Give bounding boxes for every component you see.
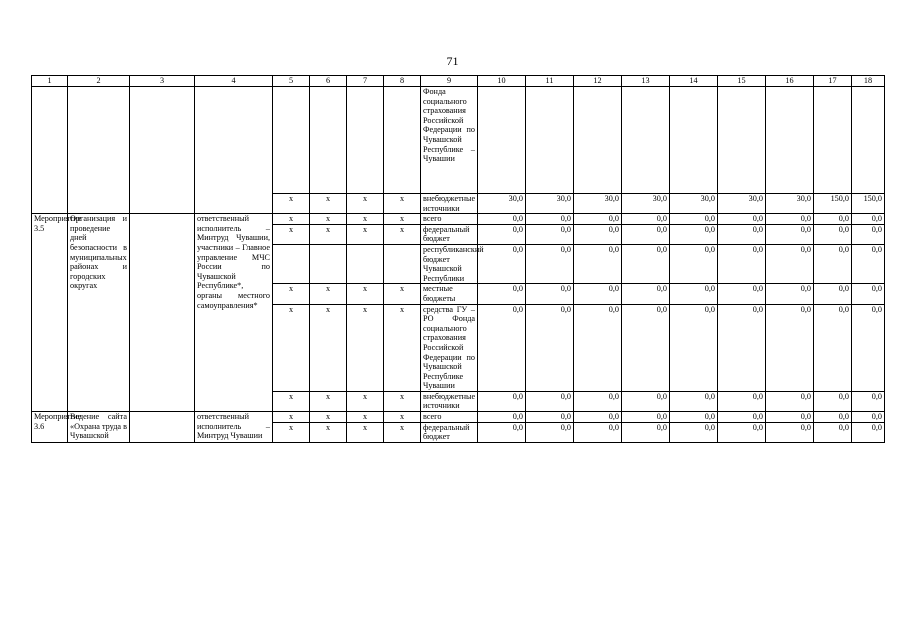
header-cell: 12 bbox=[574, 76, 622, 87]
x-mark: х bbox=[310, 304, 347, 391]
value-cell: 0,0 bbox=[478, 284, 526, 304]
x-mark: х bbox=[273, 304, 310, 391]
x-mark: х bbox=[384, 224, 421, 244]
value-cell: 0,0 bbox=[622, 412, 670, 423]
source-cell: федеральный бюджет bbox=[421, 224, 478, 244]
x-mark: х bbox=[347, 194, 384, 214]
value-cell: 0,0 bbox=[526, 422, 574, 442]
value-cell: 0,0 bbox=[766, 391, 814, 411]
x-mark: х bbox=[310, 284, 347, 304]
value-cell: 0,0 bbox=[766, 284, 814, 304]
source-cell: местные бюджеты bbox=[421, 284, 478, 304]
value-cell: 0,0 bbox=[814, 422, 852, 442]
header-cell: 13 bbox=[622, 76, 670, 87]
x-mark: х bbox=[384, 412, 421, 423]
value-cell: 0,0 bbox=[718, 391, 766, 411]
value-cell: 0,0 bbox=[526, 244, 574, 283]
value-cell: 0,0 bbox=[478, 391, 526, 411]
value-cell: 0,0 bbox=[574, 244, 622, 283]
header-cell: 15 bbox=[718, 76, 766, 87]
value-cell: 0,0 bbox=[670, 284, 718, 304]
header-cell: 18 bbox=[852, 76, 885, 87]
value-cell: 0,0 bbox=[622, 214, 670, 225]
value-cell: 0,0 bbox=[670, 412, 718, 423]
value-cell: 0,0 bbox=[718, 284, 766, 304]
page-number: 71 bbox=[446, 54, 459, 68]
measure-executor: ответственный исполнитель – Минтруд Чувашии bbox=[195, 412, 273, 443]
value-cell: 30,0 bbox=[718, 194, 766, 214]
x-mark: х bbox=[310, 194, 347, 214]
value-cell: 0,0 bbox=[718, 224, 766, 244]
value-cell: 0,0 bbox=[852, 422, 885, 442]
value-cell: 0,0 bbox=[814, 304, 852, 391]
header-cell: 8 bbox=[384, 76, 421, 87]
x-mark: х bbox=[384, 422, 421, 442]
value-cell: 0,0 bbox=[478, 304, 526, 391]
value-cell: 0,0 bbox=[852, 391, 885, 411]
value-cell: 0,0 bbox=[574, 224, 622, 244]
value-cell: 30,0 bbox=[526, 194, 574, 214]
x-mark: х bbox=[347, 284, 384, 304]
source-cell: внебюджетные источники bbox=[421, 391, 478, 411]
value-cell: 0,0 bbox=[852, 412, 885, 423]
x-mark: х bbox=[310, 224, 347, 244]
value-cell: 0,0 bbox=[852, 244, 885, 283]
value-cell: 0,0 bbox=[670, 214, 718, 225]
value-cell: 0,0 bbox=[852, 304, 885, 391]
x-mark: х bbox=[273, 194, 310, 214]
x-mark: х bbox=[273, 224, 310, 244]
measure-executor: ответственный исполнитель – Минтруд Чувашии, участники – Главное управление МЧС России по Чувашской Республике*, органы местного самоуправления* bbox=[195, 214, 273, 412]
value-cell: 0,0 bbox=[622, 284, 670, 304]
x-mark: х bbox=[347, 224, 384, 244]
value-cell: 0,0 bbox=[526, 224, 574, 244]
empty-cell bbox=[347, 244, 384, 283]
value-cell: 30,0 bbox=[670, 194, 718, 214]
empty-cell bbox=[130, 412, 195, 443]
value-cell: 0,0 bbox=[814, 244, 852, 283]
empty-cell bbox=[130, 87, 195, 214]
value-cell: 0,0 bbox=[766, 224, 814, 244]
value-cell: 0,0 bbox=[670, 391, 718, 411]
empty-cell bbox=[130, 214, 195, 412]
budget-table bbox=[31, 75, 885, 443]
x-mark: х bbox=[347, 214, 384, 225]
x-mark: х bbox=[384, 391, 421, 411]
value-cell: 0,0 bbox=[526, 412, 574, 423]
value-cell: 150,0 bbox=[814, 194, 852, 214]
value-cell: 0,0 bbox=[814, 284, 852, 304]
empty-cell bbox=[195, 87, 273, 214]
value-cell: 0,0 bbox=[718, 244, 766, 283]
value-cell: 0,0 bbox=[814, 224, 852, 244]
value-cell: 0,0 bbox=[478, 224, 526, 244]
value-cell: 30,0 bbox=[574, 194, 622, 214]
table-row bbox=[32, 214, 885, 225]
header-cell: 10 bbox=[478, 76, 526, 87]
value-cell: 0,0 bbox=[574, 284, 622, 304]
empty-cell bbox=[68, 87, 130, 214]
value-cell: 0,0 bbox=[766, 244, 814, 283]
x-mark: х bbox=[273, 412, 310, 423]
header-cell: 3 bbox=[130, 76, 195, 87]
x-mark: х bbox=[273, 214, 310, 225]
value-cell: 0,0 bbox=[814, 412, 852, 423]
value-cell: 0,0 bbox=[766, 214, 814, 225]
x-mark: х bbox=[384, 194, 421, 214]
x-mark: х bbox=[384, 284, 421, 304]
measure-name: Организация и проведение дней безопасности в муниципальных районах и городских округах bbox=[68, 214, 130, 412]
value-cell: 0,0 bbox=[622, 391, 670, 411]
value-cell: 0,0 bbox=[852, 214, 885, 225]
value-cell: 0,0 bbox=[478, 214, 526, 225]
empty-cell bbox=[273, 244, 310, 283]
value-cell: 0,0 bbox=[574, 391, 622, 411]
source-cell: федеральный бюджет bbox=[421, 422, 478, 442]
table-row bbox=[32, 87, 885, 194]
value-cell: 30,0 bbox=[766, 194, 814, 214]
value-cell: 0,0 bbox=[526, 214, 574, 225]
header-cell: 2 bbox=[68, 76, 130, 87]
x-mark: х bbox=[310, 391, 347, 411]
value-cell: 0,0 bbox=[622, 422, 670, 442]
value-cell: 0,0 bbox=[718, 412, 766, 423]
source-cell: всего bbox=[421, 214, 478, 225]
header-row bbox=[32, 76, 885, 87]
value-cell: 0,0 bbox=[526, 284, 574, 304]
x-mark: х bbox=[384, 214, 421, 225]
source-cell: всего bbox=[421, 412, 478, 423]
value-cell: 0,0 bbox=[478, 422, 526, 442]
header-cell: 7 bbox=[347, 76, 384, 87]
value-cell: 30,0 bbox=[622, 194, 670, 214]
value-cell: 0,0 bbox=[852, 284, 885, 304]
header-cell: 5 bbox=[273, 76, 310, 87]
value-cell: 0,0 bbox=[814, 214, 852, 225]
x-mark: х bbox=[384, 304, 421, 391]
x-mark: х bbox=[273, 391, 310, 411]
value-cell: 0,0 bbox=[718, 214, 766, 225]
value-cell: 0,0 bbox=[766, 422, 814, 442]
header-cell: 6 bbox=[310, 76, 347, 87]
value-cell: 30,0 bbox=[478, 194, 526, 214]
value-cell: 0,0 bbox=[670, 422, 718, 442]
value-cell: 0,0 bbox=[852, 224, 885, 244]
empty-cell bbox=[384, 244, 421, 283]
empty-cell bbox=[384, 87, 421, 194]
header-cell: 1 bbox=[32, 76, 68, 87]
value-cell: 0,0 bbox=[670, 304, 718, 391]
x-mark: х bbox=[273, 422, 310, 442]
value-cell: 0,0 bbox=[478, 244, 526, 283]
source-cell: средства ГУ – РО Фонда социального страхования Российской Федерации по Чувашской Республике Чувашии bbox=[421, 304, 478, 391]
header-cell: 14 bbox=[670, 76, 718, 87]
empty-cell bbox=[32, 87, 68, 214]
value-cell: 0,0 bbox=[766, 304, 814, 391]
x-mark: х bbox=[310, 422, 347, 442]
x-mark: х bbox=[310, 412, 347, 423]
source-cell: республиканский бюджет Чувашской Республики bbox=[421, 244, 478, 283]
header-cell: 4 bbox=[195, 76, 273, 87]
x-mark: х bbox=[347, 422, 384, 442]
value-cell: 0,0 bbox=[670, 244, 718, 283]
value-cell: 0,0 bbox=[574, 422, 622, 442]
source-cell: внебюджетные источники bbox=[421, 194, 478, 214]
source-cell: Фонда социального страхования Российской Федерации по Чувашской Республике – Чувашии bbox=[421, 87, 478, 194]
x-mark: х bbox=[347, 391, 384, 411]
value-cell: 0,0 bbox=[718, 422, 766, 442]
x-mark: х bbox=[273, 284, 310, 304]
value-cell: 0,0 bbox=[574, 412, 622, 423]
value-cell: 0,0 bbox=[574, 304, 622, 391]
x-mark: х bbox=[347, 304, 384, 391]
value-cell: 0,0 bbox=[718, 304, 766, 391]
table-row bbox=[32, 412, 885, 423]
x-mark: х bbox=[310, 214, 347, 225]
header-cell: 17 bbox=[814, 76, 852, 87]
value-cell: 0,0 bbox=[622, 244, 670, 283]
empty-cell bbox=[310, 87, 347, 194]
measure-code: Мероприятие 3.5 bbox=[32, 214, 68, 412]
value-cell: 150,0 bbox=[852, 194, 885, 214]
measure-code: Мероприятие 3.6 bbox=[32, 412, 68, 443]
value-cell: 0,0 bbox=[622, 304, 670, 391]
header-cell: 9 bbox=[421, 76, 478, 87]
empty-cell bbox=[273, 87, 310, 194]
empty-cell bbox=[347, 87, 384, 194]
empty-cell bbox=[310, 244, 347, 283]
value-cell: 0,0 bbox=[814, 391, 852, 411]
value-cell: 0,0 bbox=[526, 304, 574, 391]
header-cell: 11 bbox=[526, 76, 574, 87]
x-mark: х bbox=[347, 412, 384, 423]
value-cell: 0,0 bbox=[574, 214, 622, 225]
value-cell: 0,0 bbox=[526, 391, 574, 411]
value-cell: 0,0 bbox=[478, 412, 526, 423]
measure-name: Ведение сайта «Охрана труда в Чувашской bbox=[68, 412, 130, 443]
header-cell: 16 bbox=[766, 76, 814, 87]
value-cell: 0,0 bbox=[766, 412, 814, 423]
value-cell: 0,0 bbox=[622, 224, 670, 244]
value-cell: 0,0 bbox=[670, 224, 718, 244]
